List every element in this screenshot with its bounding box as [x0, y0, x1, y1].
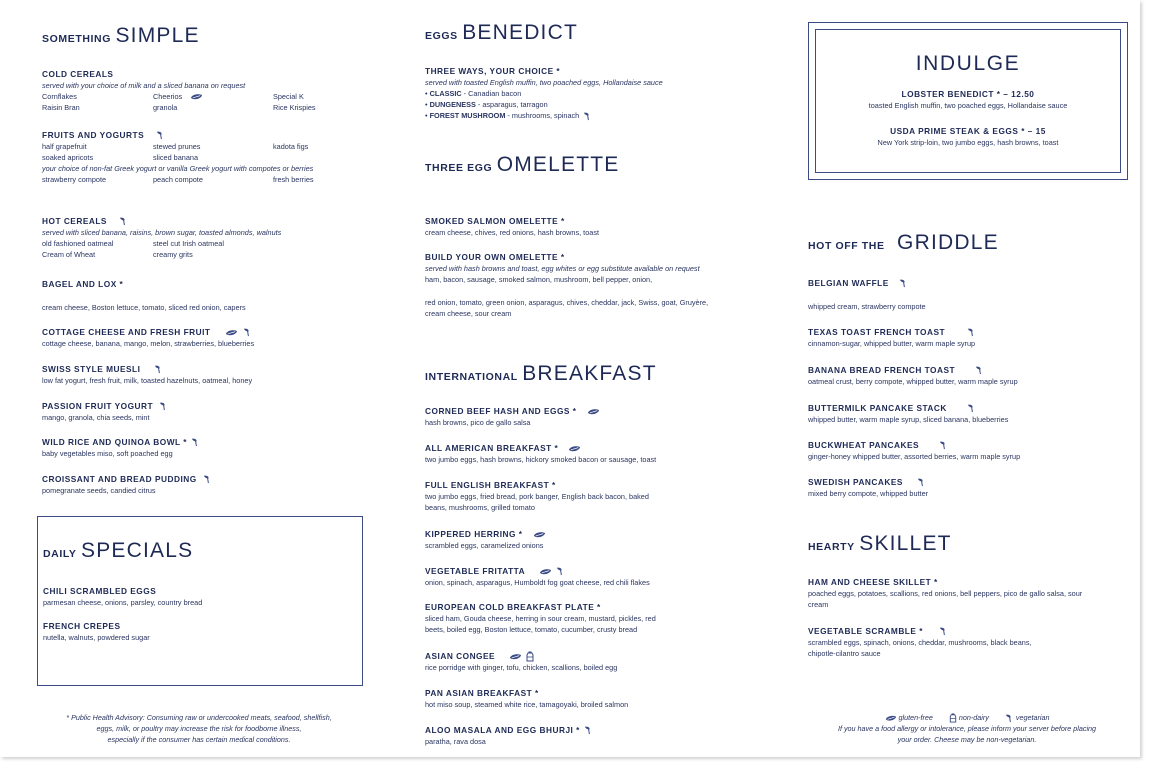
indulge-title: INDULGE: [915, 52, 1021, 75]
bullet-dungeness: • DUNGENESS - asparagus, tarragon: [425, 100, 548, 109]
menu-item-aloo-masala: ALOO MASALA AND EGG BHURJI * paratha, rava dosa: [425, 724, 755, 747]
option-row: Cornflakes Cheerios Special K: [42, 92, 304, 101]
section-heading-specials: DAILY SPECIALS: [43, 539, 194, 562]
gluten-free-icon: [509, 653, 522, 661]
gluten-free-icon: [539, 568, 552, 576]
menu-item-buckwheat-pancakes: BUCKWHEAT PANCAKES ginger-honey whipped butter, assorted berries, warm maple syrup: [808, 440, 1021, 461]
item-note: your choice of non-fat Greek yogurt or vanilla Greek yogurt with compotes or berries: [42, 164, 314, 173]
vegetarian-icon: [1005, 714, 1014, 723]
indulge-box: [808, 22, 1128, 180]
section-heading-skillet: HEARTY SKILLET: [808, 532, 952, 555]
vegetarian-icon: [119, 217, 128, 226]
gluten-free-icon: [568, 445, 581, 453]
vegetarian-icon: [154, 365, 163, 374]
menu-item-three-ways: THREE WAYS, YOUR CHOICE * served with toasted English muffin, two poached eggs, Hollandaise sauce • CLASSIC - Canadian bacon • DUNGENESS - asparagus, tarragon • FOREST MUSHROOM - mushrooms, spinach: [425, 65, 755, 121]
item-name: HOT CEREALS: [42, 216, 107, 226]
menu-item-passion-fruit-yogurt: PASSION FRUIT YOGURT mango, granola, chia seeds, mint: [42, 400, 372, 423]
section-heading-omelette: THREE EGG OMELETTE: [425, 153, 620, 176]
menu-item-all-american: ALL AMERICAN BREAKFAST * two jumbo eggs, hash browns, hickory smoked bacon or sausage, toast: [425, 443, 657, 464]
vegetarian-icon: [203, 475, 212, 484]
menu-item-cold-cereals: [42, 68, 372, 113]
gluten-free-icon: [190, 93, 203, 101]
menu-item-pan-asian: PAN ASIAN BREAKFAST * hot miso soup, steamed white rice, tamagoyaki, broiled salmon: [425, 688, 629, 709]
vegetarian-icon: [243, 328, 252, 337]
vegetarian-icon: [556, 567, 565, 576]
gluten-free-icon: [885, 715, 897, 722]
menu-item-build-omelette: BUILD YOUR OWN OMELETTE * served with hash browns and toast, egg whites or egg substitute available on request ham, bacon, sausage, smoked salmon, mushroom, bell pepper, onion, red onion, tomato, green onion, asparagus, chives, cheddar, jack, Swiss, goat, Gruyère, cream cheese, sour cream: [425, 252, 709, 318]
menu-item-bagel-lox: BAGEL AND LOX * cream cheese, Boston lettuce, tomato, sliced red onion, capers: [42, 279, 246, 312]
vegetarian-icon: [191, 438, 200, 447]
menu-item-smoked-salmon-omelette: SMOKED SALMON OMELETTE * cream cheese, chives, red onions, hash browns, toast: [425, 216, 599, 237]
non-dairy-icon: [949, 713, 957, 723]
vegetarian-icon: [159, 402, 168, 411]
item-desc: served with your choice of milk and a sliced banana on request: [42, 81, 246, 90]
menu-item-croissant-pudding: CROISSANT AND BREAD PUDDING pomegranate seeds, candied citrus: [42, 473, 372, 496]
menu-item-cottage-cheese: COTTAGE CHEESE AND FRESH FRUIT cottage cheese, banana, mango, melon, strawberries, blueberries: [42, 327, 255, 348]
section-heading-international: INTERNATIONAL BREAKFAST: [425, 362, 657, 385]
menu-item-asian-congee: ASIAN CONGEE rice porridge with ginger, tofu, chicken, scallions, boiled egg: [425, 651, 618, 673]
menu-item-corned-beef-hash: CORNED BEEF HASH AND EGGS * hash browns, pico de gallo salsa: [425, 405, 755, 428]
menu-item-fruits-yogurts: FRUITS AND YOGURTS half grapefruit stewed prunes kadota figs soaked apricots sliced banana your choice of non-fat Greek yogurt or vanilla Greek yogurt with compotes or berries strawberry compote peach compote fresh berries: [42, 129, 372, 185]
daily-specials-box: [37, 516, 363, 686]
vegetarian-icon: [939, 627, 948, 636]
section-heading-simple: [42, 24, 200, 48]
vegetarian-icon: [967, 404, 976, 413]
vegetarian-icon: [156, 131, 165, 140]
menu-item-chili-scrambled-eggs: CHILI SCRAMBLED EGGS parmesan cheese, onions, parsley, country bread: [43, 586, 203, 607]
section-heading-griddle: HOT OFF THE GRIDDLE: [808, 231, 999, 254]
menu-item-swedish-pancakes: SWEDISH PANCAKES mixed berry compote, whipped butter: [808, 477, 929, 498]
vegetarian-icon: [583, 112, 592, 121]
menu-item-banana-bread-toast: BANANA BREAD FRENCH TOAST oatmeal crust, berry compote, whipped butter, warm maple syrup: [808, 365, 1018, 386]
menu-item-wild-rice-bowl: WILD RICE AND QUINOA BOWL * baby vegetables miso, soft poached egg: [42, 436, 372, 459]
item-name: COLD CEREALS: [42, 69, 114, 79]
menu-item-hot-cereals: HOT CEREALS served with sliced banana, raisins, brown sugar, toasted almonds, walnuts old fashioned oatmeal steel cut Irish oatmeal Cream of Wheat creamy grits: [42, 216, 282, 259]
dietary-legend: gluten-free non-dairy vegetarian If you have a food allergy or intolerance, please inform your server before placing your order. Cheese may be non-vegetarian.: [837, 713, 1097, 745]
menu-item-prime-steak: USDA PRIME STEAK & EGGS * – 15 New York strip-loin, two jumbo eggs, hash browns, toast: [877, 126, 1059, 147]
menu-item-kippered-herring: KIPPERED HERRING * scrambled eggs, caramelized onions: [425, 528, 755, 551]
vegetarian-icon: [899, 279, 908, 288]
menu-item-lobster-benedict: LOBSTER BENEDICT * – 12.50 toasted English muffin, two poached eggs, Hollandaise sauce: [868, 89, 1068, 110]
vegetarian-icon: [967, 328, 976, 337]
menu-item-vegetable-scramble: VEGETABLE SCRAMBLE * scrambled eggs, spinach, onions, cheddar, mushrooms, black beans, chipotle-cilantro sauce: [808, 626, 1032, 658]
section-heading-benedict: EGGS BENEDICT: [425, 21, 578, 44]
menu-item-swiss-muesli: SWISS STYLE MUESLI low fat yogurt, fresh fruit, milk, toasted hazelnuts, oatmeal, honey: [42, 364, 253, 385]
gluten-free-icon: [587, 408, 600, 416]
menu-item-full-english: FULL ENGLISH BREAKFAST * two jumbo eggs, fried bread, pork banger, English back bacon, baked beans, mushrooms, grilled tomato: [425, 480, 649, 512]
gluten-free-icon: [533, 531, 546, 539]
heading-small: SOMETHING: [42, 33, 111, 45]
vegetarian-icon: [584, 726, 593, 735]
gluten-free-icon: [225, 329, 238, 337]
option-row: Raisin Bran granola Rice Krispies: [42, 103, 316, 112]
menu-item-european-cold-plate: EUROPEAN COLD BREAKFAST PLATE * sliced ham, Gouda cheese, herring in sour cream, mustard, pickles, red beets, boiled egg, Boston lettuce, tomato, cucumber, crusty bread: [425, 602, 656, 634]
vegetarian-icon: [975, 366, 984, 375]
vegetarian-icon: [917, 478, 926, 487]
health-advisory: * Public Health Advisory: Consuming raw or undercooked meats, seafood, shellfish, eggs, milk, or poultry may increase the risk for foodborne illness, especially if the consumer has certain medical conditions.: [66, 713, 332, 744]
menu-item-belgian-waffle: BELGIAN WAFFLE whipped cream, strawberry compote: [808, 278, 926, 311]
menu-item-ham-cheese-skillet: HAM AND CHEESE SKILLET * poached eggs, potatoes, scallions, red onions, bell peppers, pico de gallo salsa, sour cream: [808, 577, 1083, 609]
vegetarian-icon: [939, 441, 948, 450]
item-name: FRUITS AND YOGURTS: [42, 130, 145, 140]
menu-item-vegetable-fritatta: VEGETABLE FRITATTA onion, spinach, asparagus, Humboldt fog goat cheese, red chili flakes: [425, 566, 650, 587]
menu-item-texas-toast: TEXAS TOAST FRENCH TOAST cinnamon-sugar, whipped butter, warm maple syrup: [808, 327, 976, 348]
menu-item-buttermilk-pancakes: BUTTERMILK PANCAKE STACK whipped butter, warm maple syrup, sliced banana, blueberries: [808, 403, 1009, 424]
non-dairy-icon: [526, 651, 534, 662]
bullet-forest-mushroom: • FOREST MUSHROOM - mushrooms, spinach: [425, 110, 755, 121]
bullet-classic: • CLASSIC - Canadian bacon: [425, 89, 522, 98]
heading-big: SIMPLE: [115, 24, 200, 47]
menu-item-french-crepes: FRENCH CREPES nutella, walnuts, powdered sugar: [43, 621, 150, 642]
